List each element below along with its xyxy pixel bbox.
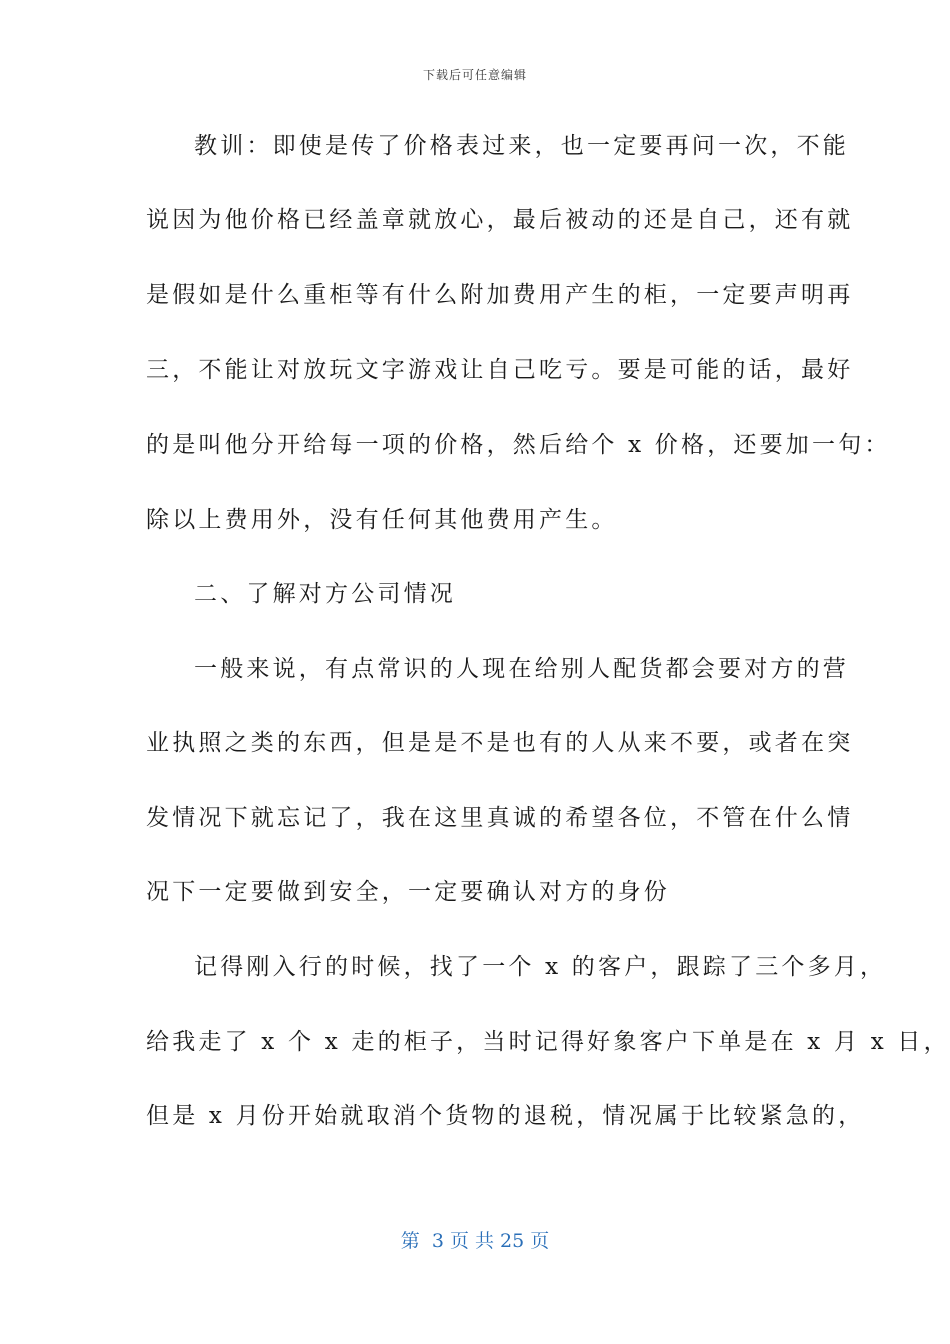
body-line: 一般来说，有点常识的人现在给别人配货都会要对方的营 [194,656,849,682]
body-line: 除以上费用外，没有任何其他费用产生。 [146,507,618,533]
body-line: 但是 x 月份开始就取消个货物的退税，情况属于比较紧急的， [146,1103,865,1129]
body-line: 说因为他价格已经盖章就放心，最后被动的还是自己，还有就 [146,207,854,233]
body-line: 是假如是什么重柜等有什么附加费用产生的柜，一定要声明再 [146,282,854,308]
body-line: 发情况下就忘记了，我在这里真诚的希望各位，不管在什么情 [146,805,854,831]
body-line: 的是叫他分开给每一项的价格，然后给个 x 价格，还要加一句： [146,432,891,458]
section-heading: 二、了解对方公司情况 [194,581,456,607]
body-line: 给我走了 x 个 x 走的柜子，当时记得好象客户下单是在 x 月 x 日， [146,1029,950,1055]
body-line: 业执照之类的东西，但是是不是也有的人从来不要，或者在突 [146,730,854,756]
page-footer: 第 3 页 共 25 页 [400,1230,550,1252]
body-line: 三，不能让对放玩文字游戏让自己吃亏。要是可能的话，最好 [146,357,854,383]
page-header: 下载后可任意编辑 [422,68,527,82]
body-line: 记得刚入行的时候，找了一个 x 的客户，跟踪了三个多月， [194,954,887,980]
body-line: 教训：即使是传了价格表过来，也一定要再问一次，不能 [194,133,849,159]
body-line: 况下一定要做到安全，一定要确认对方的身份 [146,879,670,905]
